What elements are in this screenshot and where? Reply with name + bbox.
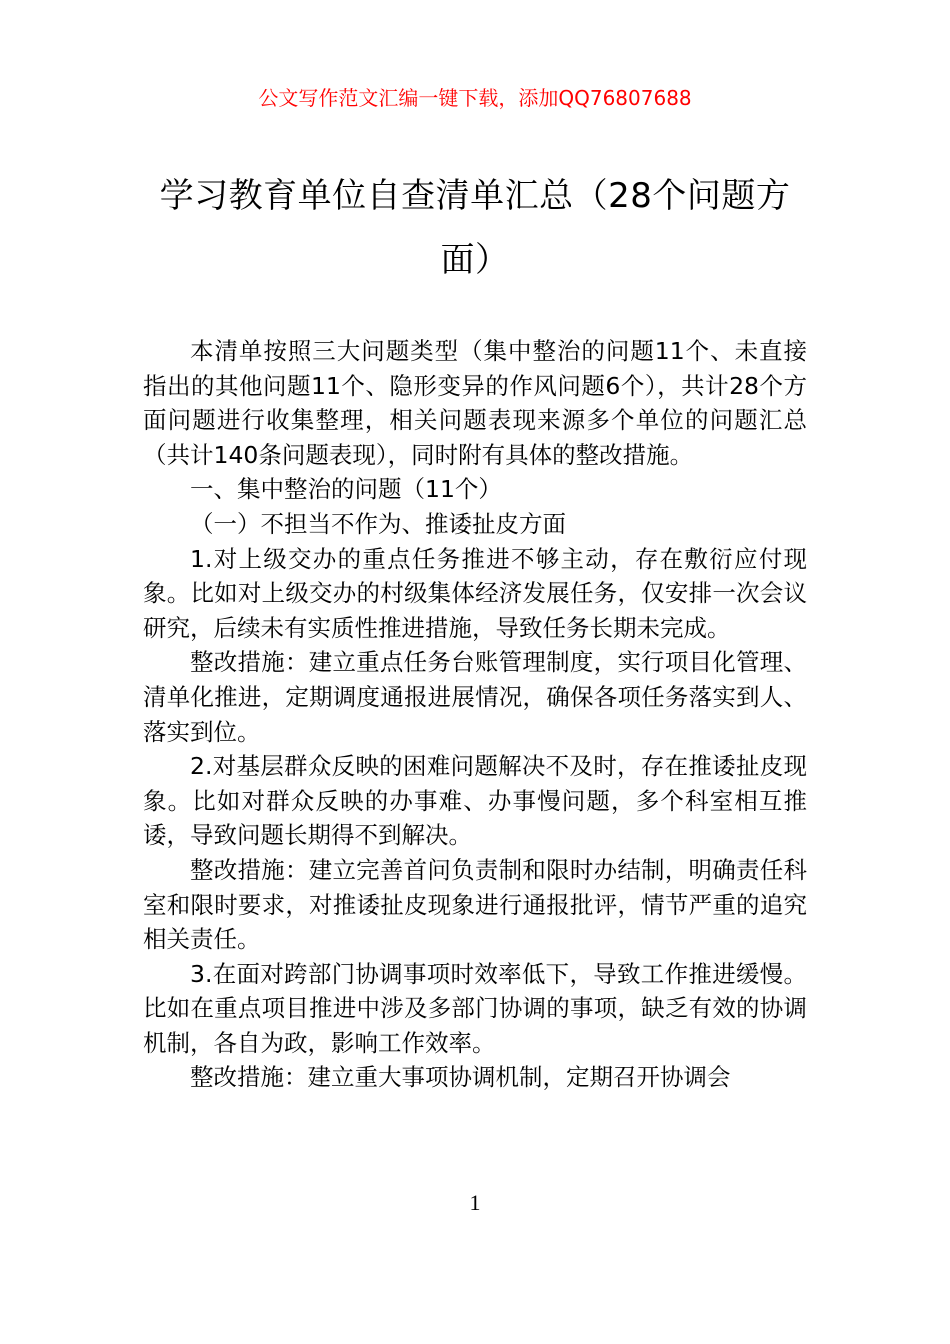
download-banner: 公文写作范文汇编一键下载，添加QQ76807688 (258, 86, 692, 110)
intro-paragraph: 本清单按照三大问题类型（集中整治的问题11个、未直接指出的其他问题11个、隐形变异的作风问题6个），共计28个方面问题进行收集整理，相关问题表现来源多个单位的问题汇总（共计140条问题表现），同时附有具体的整改措施。 (143, 337, 807, 469)
document-body (143, 334, 807, 1095)
subsection-heading: （一）不担当不作为、推诿扯皮方面 (190, 509, 566, 538)
section-heading: 一、集中整治的问题（11个） (190, 475, 502, 504)
measure-paragraph-3: 整改措施：建立重大事项协调机制，定期召开协调会 (190, 1063, 731, 1092)
page-number: 1 (469, 1190, 481, 1215)
issue-paragraph-2: 2.对基层群众反映的困难问题解决不及时，存在推诿扯皮现象。比如对群众反映的办事难、办事慢问题，多个科室相互推诿，导致问题长期得不到解决。 (143, 752, 807, 850)
issue-paragraph-1: 1.对上级交办的重点任务推进不够主动，存在敷衍应付现象。比如对上级交办的村级集体经济发展任务，仅安排一次会议研究，后续未有实质性推进措施，导致任务长期未完成。 (143, 544, 807, 642)
measure-paragraph-1: 整改措施：建立重点任务台账管理制度，实行项目化管理、清单化推进，定期调度通报进展情况，确保各项任务落实到人、落实到位。 (143, 648, 807, 746)
document-title: 学习教育单位自查清单汇总（28个问题方面） (159, 176, 791, 280)
issue-paragraph-3: 3.在面对跨部门协调事项时效率低下，导致工作推进缓慢。比如在重点项目推进中涉及多部门协调的事项，缺乏有效的协调机制，各自为政，影响工作效率。 (143, 959, 807, 1057)
measure-paragraph-2: 整改措施：建立完善首问负责制和限时办结制，明确责任科室和限时要求，对推诿扯皮现象进行通报批评，情节严重的追究相关责任。 (143, 855, 807, 954)
